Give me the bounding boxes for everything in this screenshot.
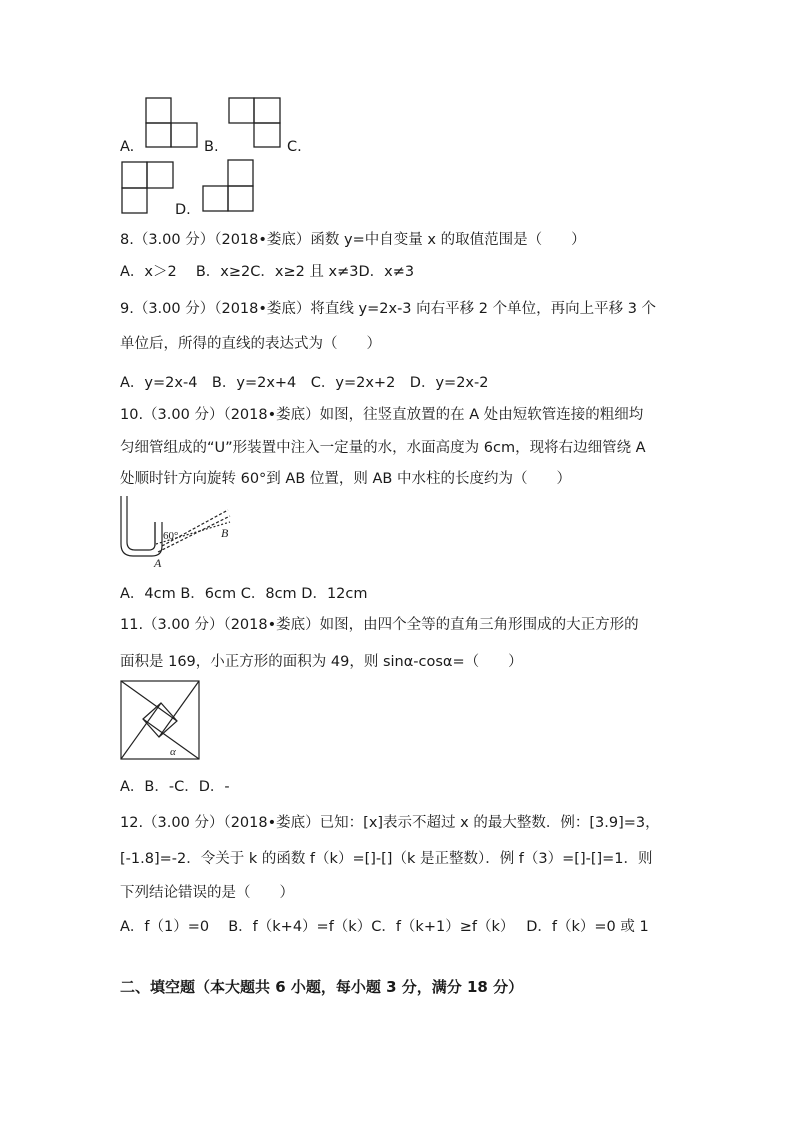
- q12-stem-line-2: [-1.8]=-2．令关于 k 的函数 f（k）=[]-[]（k 是正整数）．例 f（3）=[]-[]=1．则: [120, 851, 653, 867]
- q11-alpha-label: α: [170, 746, 176, 758]
- q7-label-a: A.: [120, 139, 135, 155]
- q10-angle-label: 60°: [163, 530, 179, 542]
- q8-stem: 8.（3.00 分）（2018•娄底）函数 y=中自变量 x 的取值范围是（ ）: [120, 232, 586, 248]
- q10-u-tube-figure: [118, 494, 244, 570]
- q7-figure-d: [201, 159, 257, 213]
- q11-stem-line-1: 11.（3.00 分）（2018•娄底）如图，由四个全等的直角三角形围成的大正方形的: [120, 617, 639, 633]
- q7-label-c: C.: [287, 139, 302, 155]
- q12-stem-line-3: 下列结论错误的是（ ）: [120, 885, 294, 901]
- q12-stem-line-1: 12.（3.00 分）（2018•娄底）已知：[x]表示不超过 x 的最大整数．例：[3.9]=3，: [120, 815, 660, 831]
- q10-stem-line-3: 处顺时针方向旋转 60°到 AB 位置，则 AB 中水柱的长度约为（ ）: [120, 471, 571, 487]
- q9-stem-line-1: 9.（3.00 分）（2018•娄底）将直线 y=2x-3 向右平移 2 个单位，再向上平移 3 个: [120, 301, 657, 317]
- q10-stem-line-1: 10.（3.00 分）（2018•娄底）如图，往竖直放置的在 A 处由短软管连接的粗细均: [120, 407, 644, 423]
- q7-figure-c: [120, 161, 176, 215]
- q7-label-b: B.: [204, 139, 219, 155]
- q7-figure-a: [144, 97, 200, 149]
- q7-figure-b: [227, 97, 283, 149]
- section-2-heading: 二、填空题（本大题共 6 小题，每小题 3 分，满分 18 分）: [120, 978, 524, 996]
- q10-point-b-label: B: [221, 526, 229, 540]
- q10-options: A．4cm B．6cm C．8cm D．12cm: [120, 586, 368, 602]
- q10-stem-line-2: 匀细管组成的“U”形装置中注入一定量的水，水面高度为 6cm，现将右边细管绕 A: [120, 440, 646, 456]
- q10-point-a-label: A: [154, 556, 162, 570]
- q11-stem-line-2: 面积是 169，小正方形的面积为 49，则 sinα-cosα=（ ）: [120, 654, 523, 670]
- q11-square-figure: [119, 679, 201, 761]
- q9-options: A．y=2x-4 B．y=2x+4 C．y=2x+2 D．y=2x-2: [120, 375, 489, 391]
- q11-options: A．B．-C．D．-: [120, 779, 230, 795]
- q12-options: A．f（1）=0 B．f（k+4）=f（k）C．f（k+1）≥f（k） D．f（k）=0 或 1: [120, 919, 649, 935]
- q8-options: A．x＞2 B．x≥2C．x≥2 且 x≠3D．x≠3: [120, 264, 415, 280]
- q9-stem-line-2: 单位后，所得的直线的表达式为（ ）: [120, 336, 381, 352]
- q7-label-d: D.: [175, 202, 191, 218]
